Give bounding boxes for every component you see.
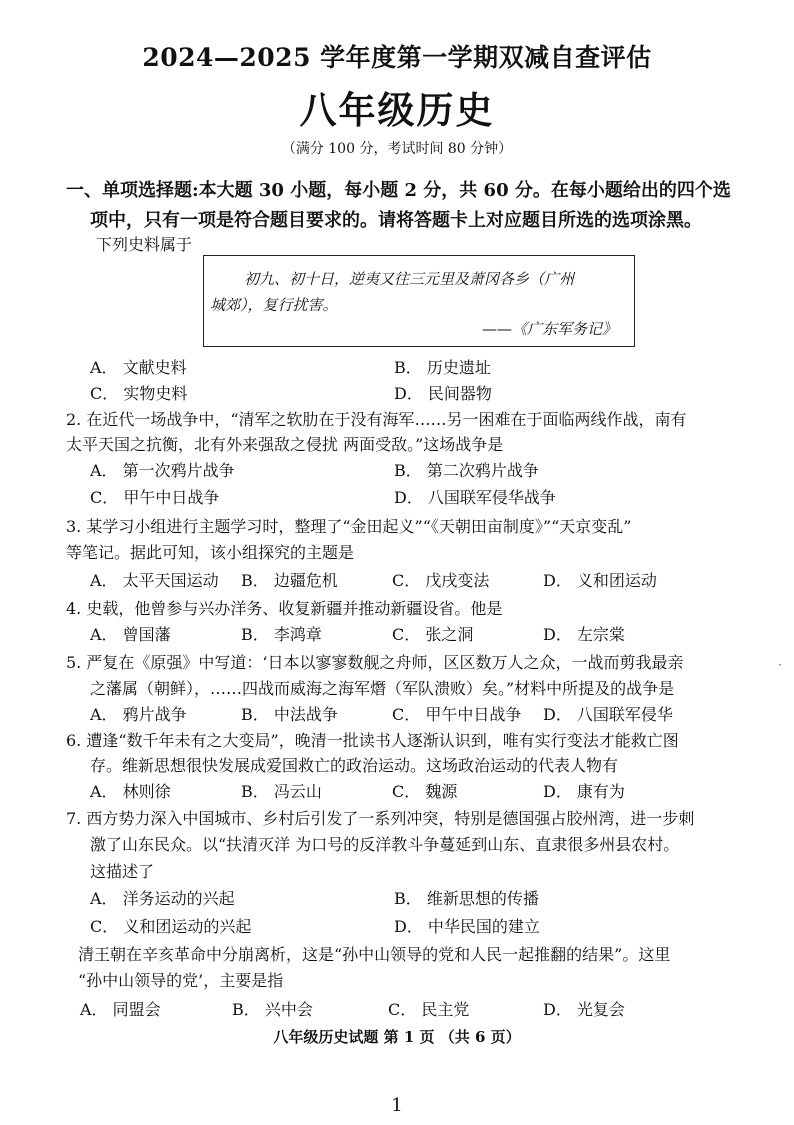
scan-speck: · [778, 658, 782, 672]
q1-quote-box [203, 255, 635, 347]
q1-option-b[interactable]: B． 历史遗址 [394, 358, 491, 377]
q1-option-d[interactable]: D． 民间器物 [394, 384, 492, 403]
q2-line2: 太平天国之抗衡，北有外来强敌之侵扰 两面受敌。”这场战争是 [66, 435, 504, 454]
q8-option-d[interactable]: D． 光复会 [543, 1000, 625, 1019]
q8-line1: 清王朝在辛亥革命中分崩离析，这是“孙中山领导的党和人民一起推翻的结果”。这里 [78, 945, 671, 964]
q5-line1: 5. 严复在《原强》中写道：‘日本以寥寥数舰之舟师，区区数万人之众，一战而剪我最亲 [66, 653, 684, 672]
q4-option-c[interactable]: C． 张之洞 [392, 625, 474, 644]
q8-option-b[interactable]: B． 兴中会 [232, 1000, 313, 1019]
q3-option-c[interactable]: C． 戊戌变法 [392, 571, 490, 590]
exam-title: 2024—2025 学年度第一学期双减自查评估 [142, 43, 652, 72]
q1-option-c[interactable]: C． 实物史料 [90, 384, 188, 403]
q3-option-a[interactable]: A． 太平天国运动 [90, 571, 219, 590]
q7-option-c[interactable]: C． 义和团运动的兴起 [90, 917, 252, 936]
q3-option-d[interactable]: D． 义和团运动 [543, 571, 657, 590]
q7-line2: 激了山东民众。以“扶清灭洋 为口号的反洋教斗争蔓延到山东、直隶很多州县农村。 [90, 835, 680, 854]
q8-option-a[interactable]: A． 同盟会 [80, 1000, 161, 1019]
q4-line1: 4. 史载，他曾参与兴办洋务、收复新疆并推动新疆设省。他是 [66, 599, 503, 618]
q7-line1: 7. 西方势力深入中国城市、乡村后引发了一系列冲突，特别是德国强占胶州湾，进一步刺 [66, 809, 695, 828]
q2-option-b[interactable]: B． 第二次鸦片战争 [394, 461, 539, 480]
q3-option-b[interactable]: B． 边疆危机 [241, 571, 338, 590]
q6-option-c[interactable]: C． 魏源 [392, 782, 458, 801]
q8-option-c[interactable]: C． 民主党 [388, 1000, 470, 1019]
q8-line2: “孙中山领导的党’，主要是指 [78, 971, 284, 990]
q5-option-b[interactable]: B． 中法战争 [241, 705, 338, 724]
q2-option-d[interactable]: D． 八国联军侵华战争 [394, 488, 556, 507]
q1-option-a[interactable]: A． 文献史料 [90, 358, 187, 377]
q6-line1: 6. 遭逢“数千年未有之大变局”，晚清一批读书人逐渐认识到，唯有实行变法才能救亡图 [66, 731, 679, 750]
q1-quote-line1: 初九、初十日，逆夷又往三元里及萧冈各乡（广州 [244, 270, 575, 288]
page-number: 1 [391, 1095, 403, 1116]
q7-option-a[interactable]: A． 洋务运动的兴起 [90, 889, 235, 908]
q1-quote-source: ——《广东军务记》 [482, 320, 618, 338]
q2-option-c[interactable]: C． 甲午中日战争 [90, 488, 220, 507]
q7-option-d[interactable]: D． 中华民国的建立 [394, 917, 540, 936]
exam-info: （满分 100 分，考试时间 80 分钟） [281, 141, 513, 157]
q3-line1: 3. 某学习小组进行主题学习时，整理了“金田起义”“《天朝田亩制度》”“天京变乱” [66, 517, 632, 536]
q1-stem: 下列史料属于 [96, 235, 193, 254]
page-footer: 八年级历史试题 第 1 页 （共 6 页） [273, 1028, 521, 1046]
q5-line2: 之藩属（朝鲜），……四战而威海之海军熸（军队溃败）矣。”材料中所提及的战争是 [90, 679, 675, 698]
q6-option-a[interactable]: A． 林则徐 [90, 782, 171, 801]
q7-option-b[interactable]: B． 维新思想的传播 [394, 889, 539, 908]
q5-option-a[interactable]: A． 鸦片战争 [90, 705, 187, 724]
q3-line2: 等笔记。据此可知，该小组探究的主题是 [66, 543, 355, 562]
q7-line3: 这描述了 [90, 862, 155, 881]
q2-line1: 2. 在近代一场战争中，“清军之软肋在于没有海军……另一困难在于面临两线作战，南有 [66, 410, 687, 429]
q4-option-a[interactable]: A． 曾国藩 [90, 625, 171, 644]
section-heading-line1: 一、单项选择题:本大题 30 小题，每小题 2 分，共 60 分。在每小题给出的四个选 [66, 180, 731, 201]
q4-option-d[interactable]: D． 左宗棠 [543, 625, 625, 644]
q6-option-b[interactable]: B． 冯云山 [241, 782, 322, 801]
section-heading-line2: 项中，只有一项是符合题目要求的。请将答题卡上对应题目所选的选项涂黑。 [90, 210, 702, 231]
q6-line2: 存。维新思想很快发展成爱国救亡的政治运动。这场政治运动的代表人物有 [90, 756, 619, 775]
q4-option-b[interactable]: B． 李鸿章 [241, 625, 322, 644]
subject-title: 八年级历史 [299, 88, 495, 132]
q5-option-c[interactable]: C． 甲午中日战争 [392, 705, 522, 724]
q1-quote-line2: 城郊），复行扰害。 [210, 296, 338, 314]
q6-option-d[interactable]: D． 康有为 [543, 782, 625, 801]
q2-option-a[interactable]: A． 第一次鸦片战争 [90, 461, 235, 480]
q5-option-d[interactable]: D． 八国联军侵华 [543, 705, 673, 724]
